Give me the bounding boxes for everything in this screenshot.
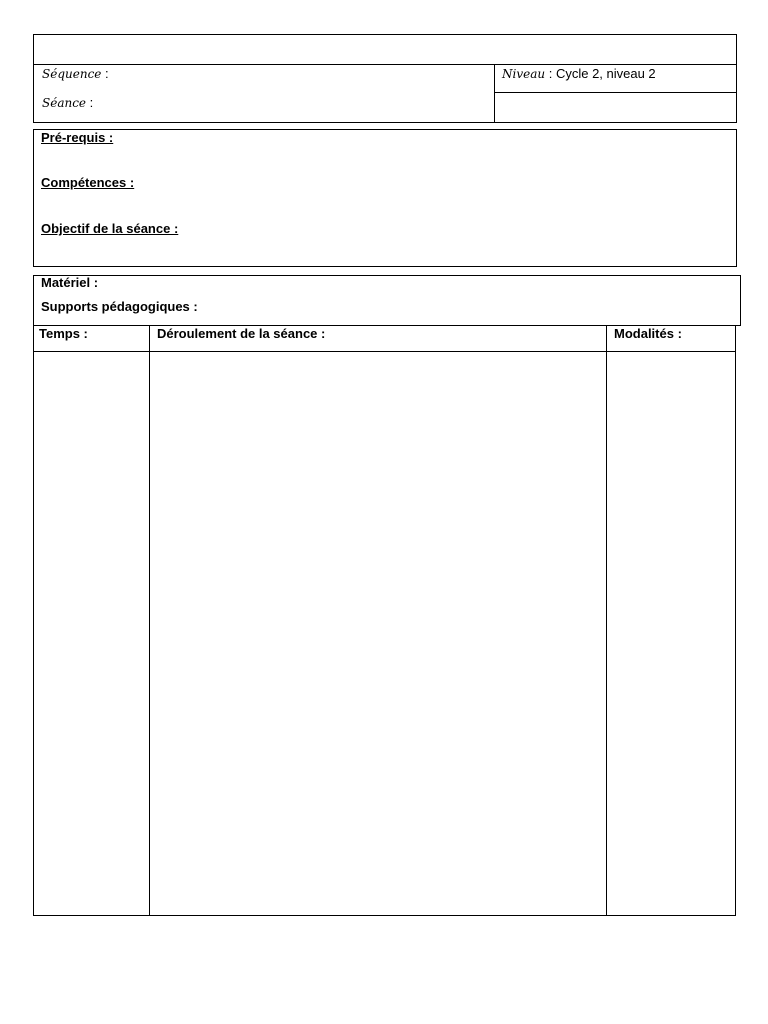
seance-colon: : bbox=[86, 95, 94, 110]
seance-label: Séance bbox=[42, 96, 87, 110]
niveau-value: : Cycle 2, niveau 2 bbox=[545, 66, 656, 81]
niveau-column-divider bbox=[494, 64, 495, 123]
objectif-label: Objectif de la séance : bbox=[41, 221, 179, 236]
competences-label: Compétences : bbox=[41, 175, 135, 190]
sequence-label: Séquence bbox=[42, 67, 102, 81]
materiel-label: Matériel : bbox=[41, 275, 99, 290]
lesson-table bbox=[33, 325, 736, 916]
objectives-box bbox=[33, 129, 737, 267]
sequence-field bbox=[42, 66, 109, 82]
seance-field bbox=[42, 95, 93, 111]
table-header-deroulement: Déroulement de la séance : bbox=[157, 326, 326, 341]
supports-label: Supports pédagogiques : bbox=[41, 299, 198, 314]
niveau-label: Niveau bbox=[502, 67, 546, 81]
table-header-temps: Temps : bbox=[39, 326, 88, 341]
niveau-row-divider bbox=[494, 92, 737, 93]
niveau-field bbox=[502, 66, 656, 82]
table-col-divider-1 bbox=[149, 325, 150, 916]
prerequis-label: Pré-requis : bbox=[41, 130, 114, 145]
table-col-divider-2 bbox=[606, 325, 607, 916]
table-header-modalites: Modalités : bbox=[614, 326, 682, 341]
title-divider bbox=[33, 64, 737, 65]
sequence-colon: : bbox=[101, 66, 109, 81]
table-header-divider bbox=[33, 351, 736, 352]
